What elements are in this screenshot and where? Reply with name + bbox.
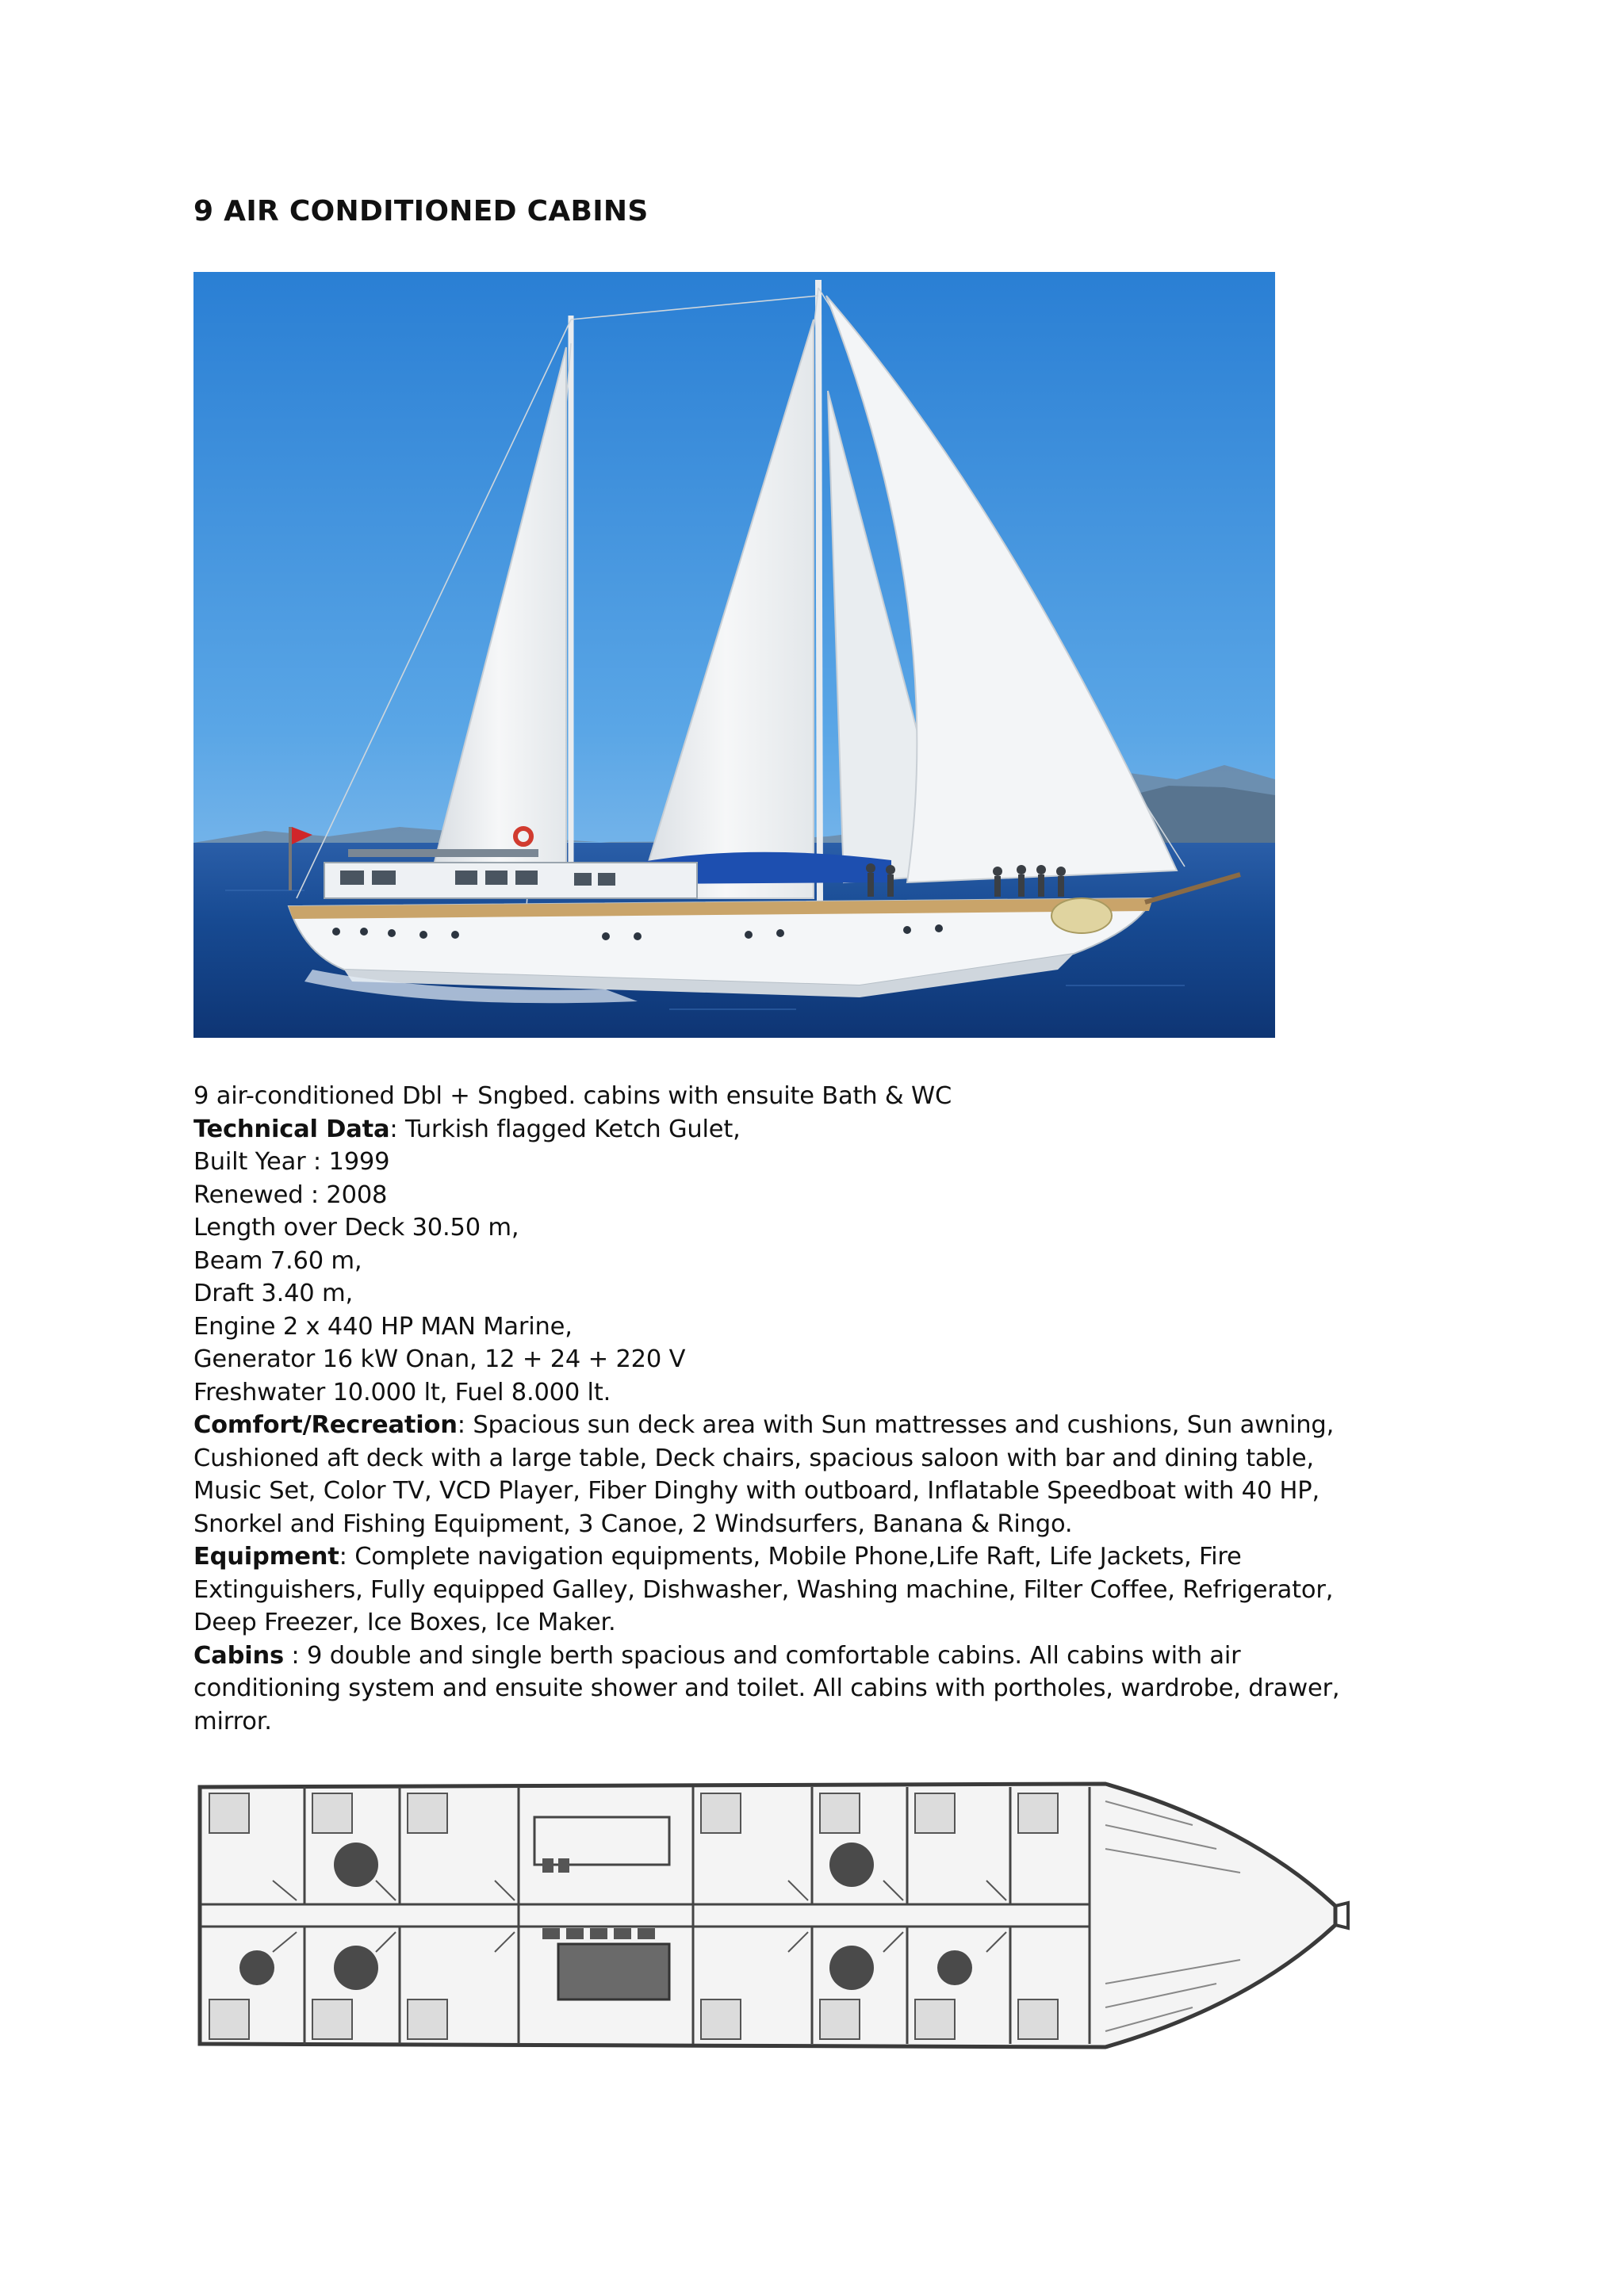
technical-data-line [193,1113,1431,1146]
deck-plan-drawing [193,1770,1351,2061]
yacht-photo [193,272,1275,1038]
spec-renewed: Renewed : 2008 [193,1181,388,1209]
spec-engine: Engine 2 x 440 HP MAN Marine, [193,1312,573,1341]
cabins-text-1: : 9 double and single berth spacious and comfortable cabins. All cabins with air [283,1641,1241,1670]
cabins-label: Cabins [193,1641,284,1670]
comfort-line-1 [193,1409,1431,1442]
technical-data-label: Technical Data [193,1115,390,1143]
spec-draft: Draft 3.40 m, [193,1280,353,1307]
page-title: 9 AIR CONDITIONED CABINS [193,195,649,228]
equipment-line-3: Deep Freezer, Ice Boxes, Ice Maker. [193,1609,616,1636]
technical-data-text: : Turkish flagged Ketch Gulet, [389,1115,741,1143]
comfort-label: Comfort/Recreation [193,1411,458,1439]
comfort-line-4: Snorkel and Fishing Equipment, 3 Canoe, 2 Windsurfers, Banana & Ringo. [193,1510,1073,1538]
yacht-description [193,1080,1431,1738]
comfort-line-3: Music Set, Color TV, VCD Player, Fiber Dinghy with outboard, Inflatable Speedboat with 40 HP, [193,1477,1320,1505]
intro-line: 9 air-conditioned Dbl + Sngbed. cabins with ensuite Bath & WC [193,1082,952,1110]
comfort-text-1: : Spacious sun deck area with Sun mattresses and cushions, Sun awning, [457,1411,1335,1439]
equipment-line-1 [193,1540,1431,1574]
equipment-label: Equipment [193,1543,339,1571]
spec-beam: Beam 7.60 m, [193,1246,362,1275]
cabins-line-1 [193,1640,1431,1673]
cabins-line-3: mirror. [193,1707,272,1735]
spec-generator: Generator 16 kW Onan, 12 + 24 + 220 V [193,1345,686,1373]
comfort-line-2: Cushioned aft deck with a large table, Deck chairs, spacious saloon with bar and dining table, [193,1444,1314,1472]
spec-built-year: Built Year : 1999 [193,1148,390,1176]
cabins-line-2: conditioning system and ensuite shower and toilet. All cabins with portholes, wardrobe, drawer, [193,1674,1340,1702]
spec-water-fuel: Freshwater 10.000 lt, Fuel 8.000 lt. [193,1378,611,1406]
equipment-line-2: Extinguishers, Fully equipped Galley, Dishwasher, Washing machine, Filter Coffee, Refrigerator, [193,1575,1334,1604]
equipment-text-1: : Complete navigation equipments, Mobile Phone,Life Raft, Life Jackets, Fire [339,1543,1242,1571]
spec-length: Length over Deck 30.50 m, [193,1214,519,1242]
